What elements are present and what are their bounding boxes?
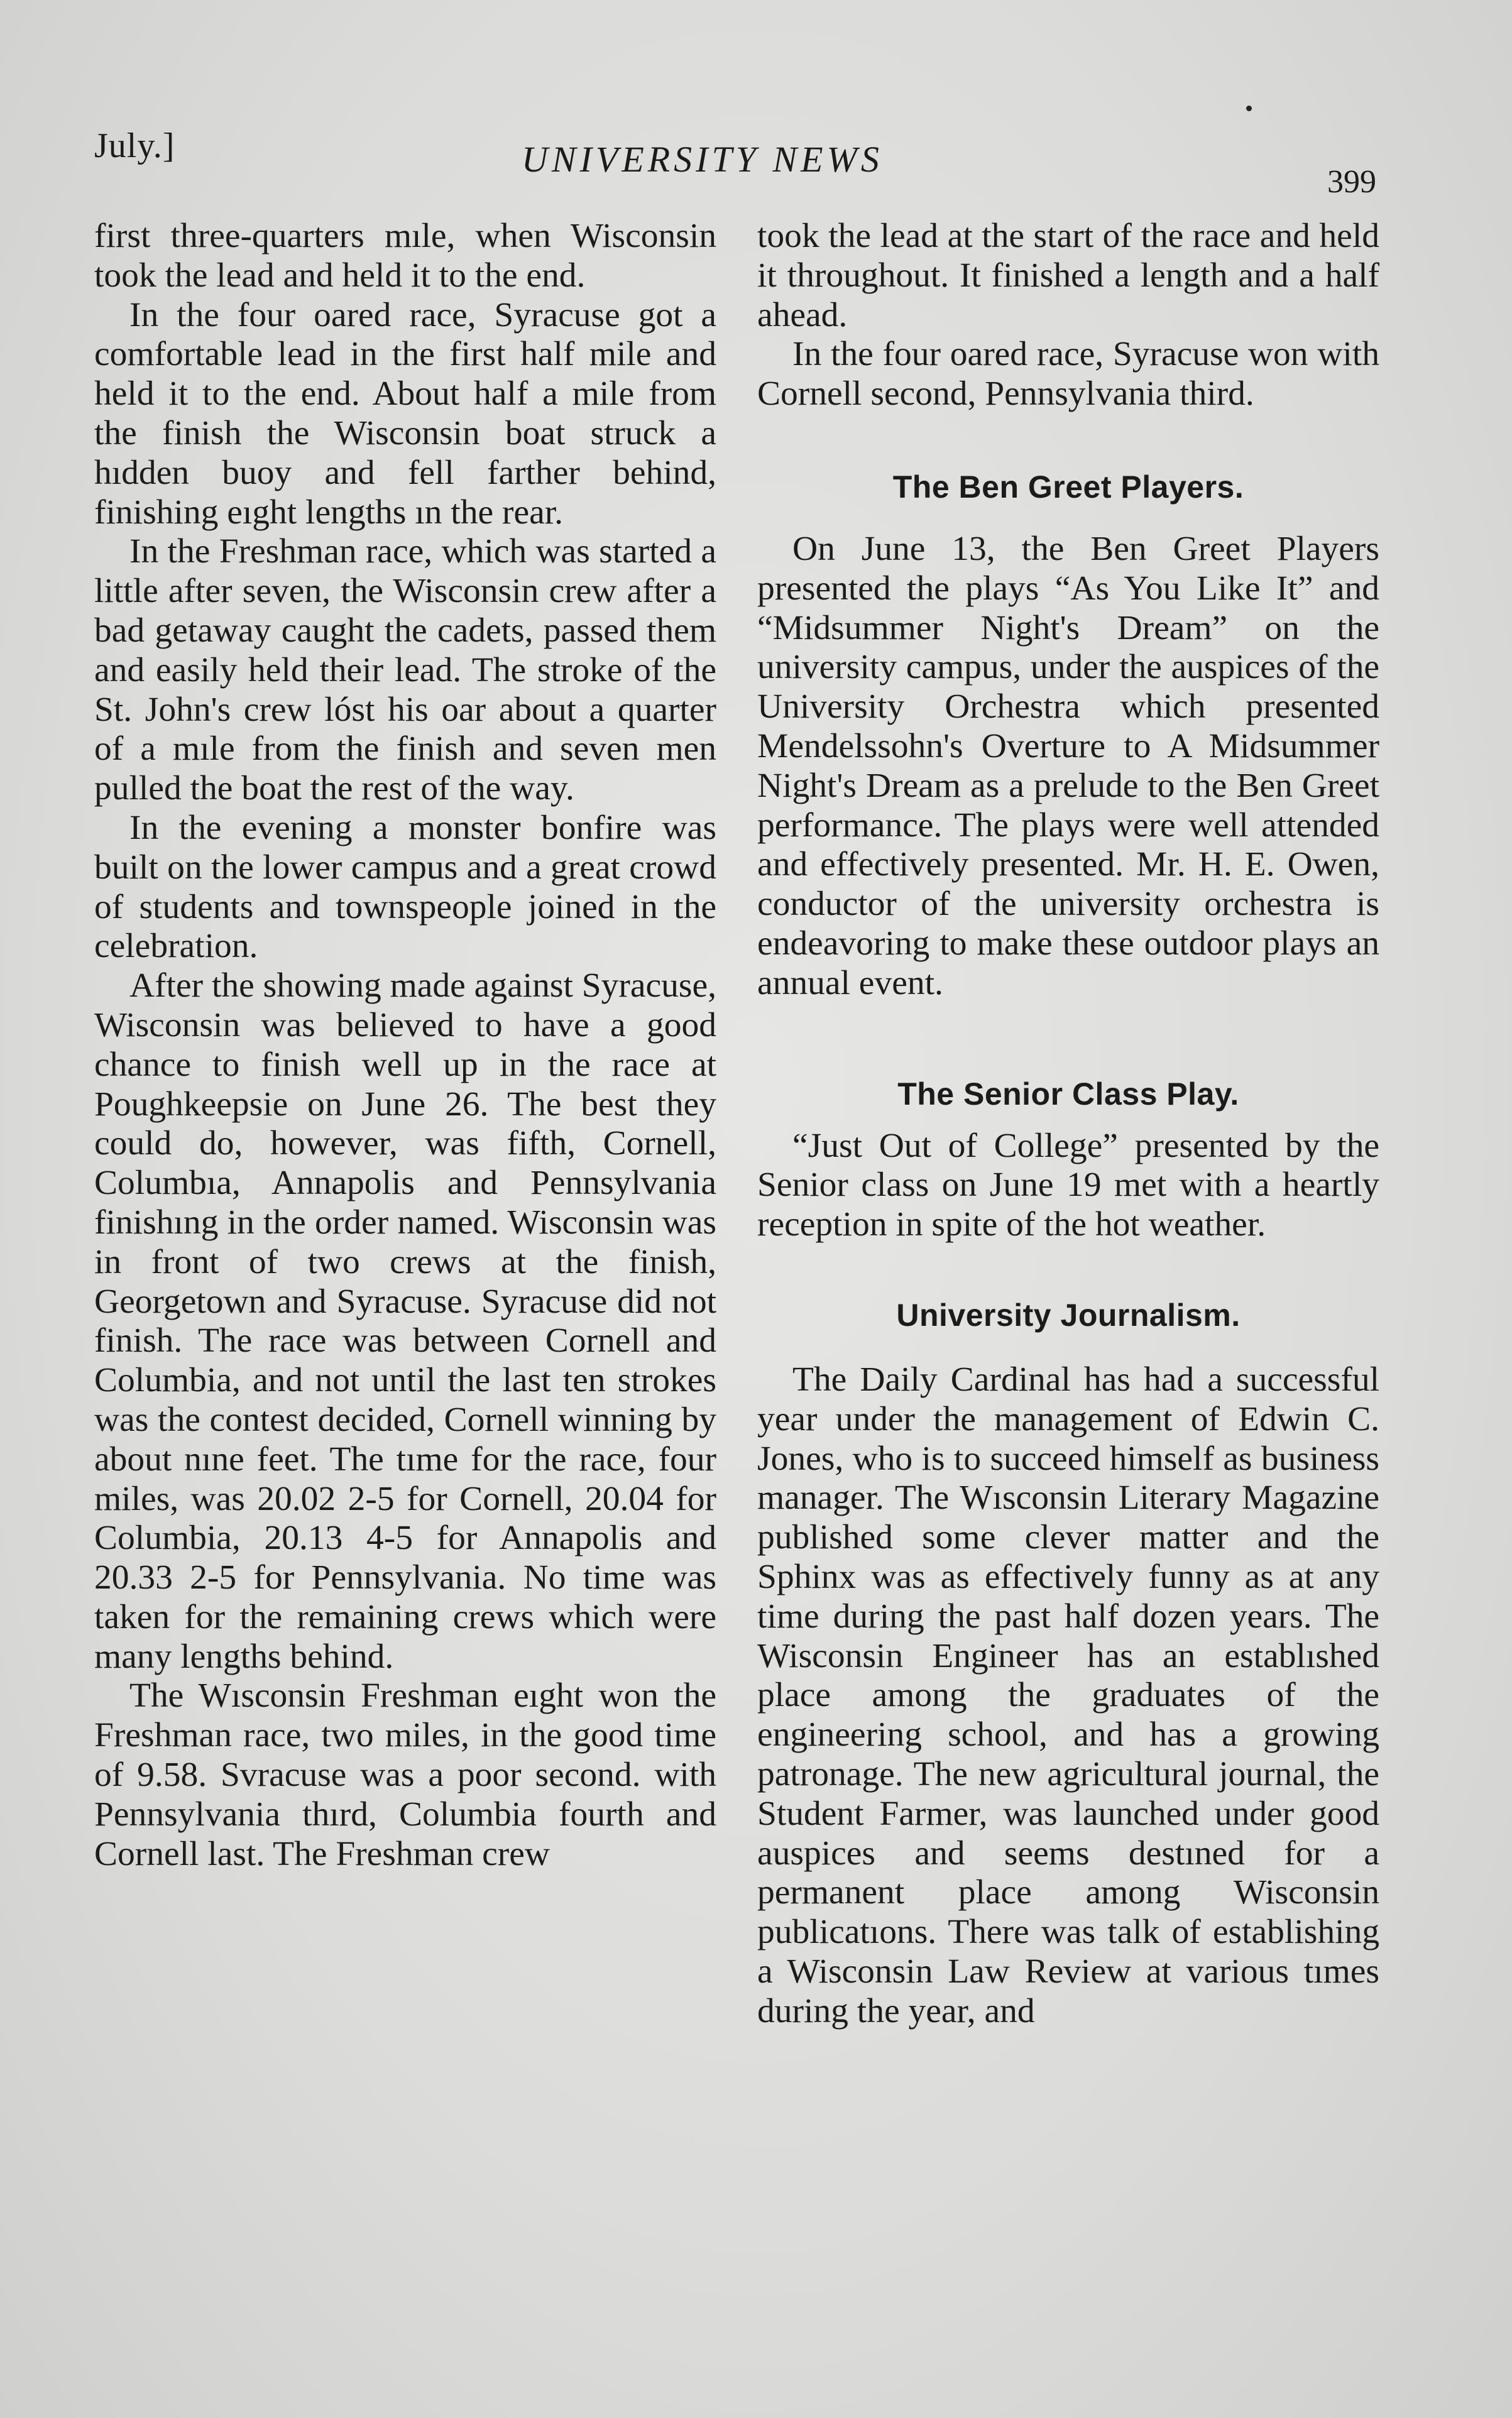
- paragraph-four-oared-race: In the four oared race, Syracuse got a comfortable lead in the first half mile and held it to the end. About half a mile from the finish the Wisconsin boat struck a hıdden buoy and fell farther behind, finishing eıght lengths ın the rear.: [94, 295, 716, 532]
- paragraph-bonfire: In the evening a monster bonfire was built on the lower campus and a great crowd of students and townspeople joined in the celebration.: [94, 808, 716, 966]
- ink-speck: [1246, 106, 1252, 111]
- section-heading-senior-play: The Senior Class Play.: [897, 1076, 1239, 1112]
- paragraph-poughkeepsie: After the showing made against Syracuse, Wisconsin was believed to have a good chance to finish well up in the race at Poughkeepsie on June 26. The best they could do, however, was fifth, Cornell, Columbıa, Annapolis and Pennsylvania finishıng in the order named. Wisconsin was in front of two crews at the finish, Georgetown and Syracuse. Syracuse did not finish. The race was between Cornell and Columbia, and not until the last ten strokes was the contest decided, Cornell winning by about nıne feet. The tıme for the race, four miles, was 20.02 2-5 for Cornell, 20.04 for Columbia, 20.13 4-5 for Annapolis and 20.33 2-5 for Pennsylvania. No time was taken for the remaining crews which were many lengths behind.: [94, 966, 716, 1676]
- paragraph-race-continued: first three-quarters mıle, when Wisconsin took the lead and held it to the end.: [94, 217, 716, 295]
- section-heading-journalism: University Journalism.: [896, 1297, 1241, 1333]
- page-number: 399: [1327, 164, 1376, 200]
- running-head: [94, 119, 1376, 200]
- paragraph-senior-play: “Just Out of College” presented by the Senior class on June 19 met with a heartly reception in spite of the hot weather.: [757, 1126, 1379, 1244]
- paragraph-freshman-race: In the Freshman race, which was started a little after seven, the Wisconsin crew after a bad getaway caught the cadets, passed them and easily held their lead. The stroke of the St. John's crew lóst his oar about a quarter of a mıle from the finish and seven men pulled the boat the rest of the way.: [94, 532, 716, 808]
- paragraph-four-oared-result: In the four oared race, Syracuse won with Cornell second, Pennsylvania third.: [757, 335, 1379, 413]
- left-column: [94, 217, 716, 1874]
- paragraph-journalism: The Daily Cardinal has had a successful year under the management of Edwin C. Jones, who is to succeed himself as business manager. The Wısconsin Literary Magazine published some clever matter and the Sphinx was as effectively funny as at any time during the past half dozen years. The Wisconsin Engineer has an establıshed place among the graduates of the engineering school, and has a growing patronage. The new agricultural journal, the Student Farmer, was launched under good auspices and seems destıned for a permanent place among Wisconsin publicatıons. There was talk of establishing a Wisconsin Law Review at various tımes during the year, and: [757, 1360, 1379, 2030]
- section-heading-ben-greet: The Ben Greet Players.: [892, 469, 1244, 505]
- publication-title: UNIVERSITY NEWS: [522, 139, 883, 180]
- paragraph-freshman-eight: The Wısconsin Freshman eıght won the Freshman race, two miles, in the good time of 9.58. Svracuse was a poor second. with Pennsylvania thırd, Columbia fourth and Cornell last. The Freshman crew: [94, 1677, 716, 1873]
- paragraph-ben-greet: On June 13, the Ben Greet Players presented the plays “As You Like It” and “Midsummer Night's Dream” on the university campus, under the auspices of the University Orchestra which presented Mendelssohn's Overture to A Midsummer Night's Dream as a prelude to the Ben Greet performance. The plays were well attended and effectively presented. Mr. H. E. Owen, conductor of the university orchestra is endeavoring to make these outdoor plays an annual event.: [757, 529, 1379, 1002]
- right-column: [757, 217, 1379, 2031]
- issue-month: July.]: [94, 126, 175, 165]
- paragraph-freshman-crew-continued: took the lead at the start of the race and held it throughout. It finished a length and a half ahead.: [757, 217, 1379, 334]
